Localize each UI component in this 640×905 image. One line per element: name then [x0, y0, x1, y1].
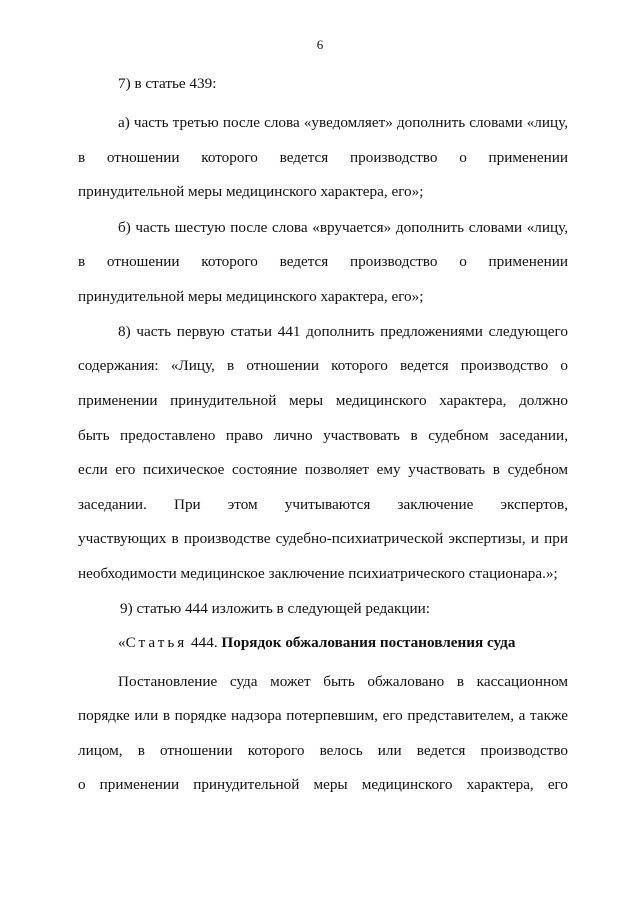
item-8-line-5: если его психическое состояние позволяет ему участвовать в судебном [78, 461, 568, 478]
article-heading [118, 633, 568, 653]
article-text-line-1: Постановление суда может быть обжаловано в кассационном [118, 673, 568, 690]
item-8-line-6: заседании. При этом учитываются заключение экспертов, [78, 496, 568, 513]
item-8-line-2: содержания: «Лицу, в отношении которого ведется производство о [78, 357, 568, 374]
item-7a-line-2: в отношении которого ведется производство о применении [78, 149, 568, 166]
item-8-line-1: 8) часть первую статьи 441 дополнить предложениями следующего [118, 323, 568, 340]
item-8-line-3: применении принудительной меры медицинского характера, должно [78, 392, 568, 409]
heading-article-number: 444. [187, 634, 222, 651]
page-number: 6 [316, 37, 324, 52]
heading-title: Порядок обжалования постановления суда [221, 634, 516, 651]
article-text-line-3: лицом, в отношении которого велось или ведется производство [78, 742, 568, 759]
item-7b-line-1: б) часть шестую после слова «вручается» дополнить словами «лицу, [118, 219, 568, 236]
item-7b-line-3: принудительной меры медицинского характера, его»; [78, 288, 424, 305]
item-7a-line-1: а) часть третью после слова «уведомляет» дополнить словами «лицу, [118, 114, 568, 131]
heading-article-word: Статья [125, 634, 188, 651]
item-8-line-4: быть предоставлено право лично участвовать в судебном заседании, [78, 427, 568, 444]
article-text-line-4: о применении принудительной меры медицинского характера, его [78, 776, 568, 793]
heading-quote: « [118, 634, 126, 651]
item-9-intro: 9) статью 444 изложить в следующей редакции: [120, 600, 430, 617]
item-8-line-7: участвующих в производстве судебно-психиатрической экспертизы, и при [78, 530, 568, 547]
article-text-line-2: порядке или в порядке надзора потерпевшим, его представителем, а также [78, 707, 568, 724]
item-7-intro: 7) в статье 439: [118, 75, 217, 92]
item-8-line-8: необходимости медицинское заключение психиатрического стационара.»; [78, 565, 558, 582]
item-7a-line-3: принудительной меры медицинского характера, его»; [78, 183, 424, 200]
item-7b-line-2: в отношении которого ведется производство о применении [78, 253, 568, 270]
